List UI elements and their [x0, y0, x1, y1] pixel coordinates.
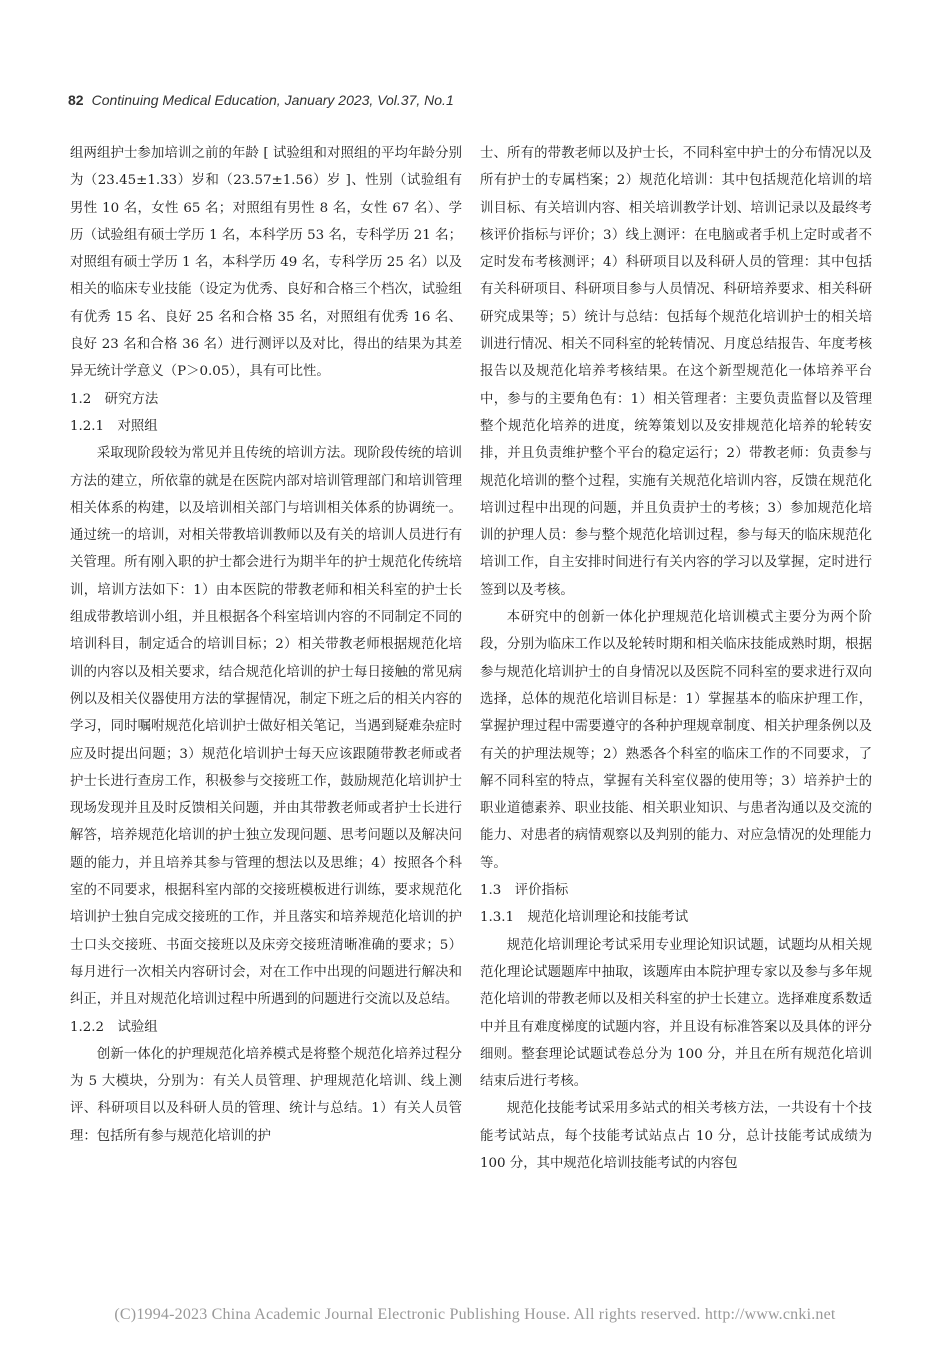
- subsection-heading: 1.3.1 规范化培训理论和技能考试: [480, 910, 689, 926]
- journal-citation: Continuing Medical Education, January 2023, Vol.37, No.1: [91, 92, 454, 108]
- paragraph: 规范化培训理论考试采用专业理论知识试题，试题均从相关规范化理论试题题库中抽取，该题库由本院护理专家以及参与多年规范化培训的带教老师以及相关科室的护士长建立。选择难度系数适中并且有难度梯度的试题内容，并且设有标准答案以及具体的评分细则。整套理论试题试卷总分为 100 分，并且在所有规范化培训结束后进行考核。: [480, 937, 872, 1090]
- subsection-heading: 1.2.2 试验组: [70, 1019, 158, 1035]
- copyright-footer: (C)1994-2023 China Academic Journal Electronic Publishing House. All rights reserved. http://www.cnki.net: [114, 1306, 836, 1323]
- paragraph: 创新一体化的护理规范化培养模式是将整个规范化培养过程分为 5 大模块，分别为：有关人员管理、护理规范化培训、线上测评、科研项目以及科研人员的管理、统计与总结。1）有关人员管理：包括所有参与规范化培训的护: [70, 1046, 462, 1144]
- paragraph: 采取现阶段较为常见并且传统的培训方法。现阶段传统的培训方法的建立，所依靠的就是在医院内部对培训管理部门和培训管理相关体系的构建，以及培训相关部门与培训相关体系的协调统一。通过统一的培训，对相关带教培训教师以及有关的培训人员进行有关管理。所有刚入职的护士都会进行为期半年的护士规范化传统培训，培训方法如下：1）由本医院的带教老师和相关科室的护士长组成带教培训小组，并且根据各个科室培训内容的不同制定不同的培训科目，制定适合的培训目标；2）相关带教老师根据规范化培训的内容以及相关要求，结合规范化培训的护士每日接触的常见病例以及相关仪器使用方法的掌握情况，制定下班之后的相关内容的学习，同时嘱咐规范化培训护士做好相关笔记，当遇到疑难杂症时应及时提出问题；3）规范化培训护士每天应该跟随带教老师或者护士长进行查房工作，积极参与交接班工作，鼓励规范化培训护士现场发现并且及时反馈相关问题，并由其带教老师或者护士长进行解答，培养规范化培训的护士独立发现问题、思考问题以及解决问题的能力，并且培养其参与管理的想法以及思维；4）按照各个科室的不同要求，根据科室内部的交接班模板进行训练，要求规范化培训护士独自完成交接班的工作，并且落实和培养规范化培训的护士口头交接班、书面交接班以及床旁交接班清晰准确的要求；5）每月进行一次相关内容研讨会，对在工作中出现的问题进行解决和纠正，并且对规范化培训过程中所遇到的问题进行交流以及总结。: [70, 446, 462, 1008]
- section-heading: 1.3 评价指标: [480, 883, 569, 899]
- paragraph: 本研究中的创新一体化护理规范化培训模式主要分为两个阶段，分别为临床工作以及轮转时期和相关临床技能成熟时期，根据参与规范化培训护士的自身情况以及医院不同科室的要求进行双向选择，总体的规范化培训目标是：1）掌握基本的临床护理工作，掌握护理过程中需要遵守的各种护理规章制度、相关护理条例以及有关的护理法规等；2）熟悉各个科室的临床工作的不同要求，了解不同科室的特点，掌握有关科室仪器的使用等；3）培养护士的职业道德素养、职业技能、相关职业知识、与患者沟通以及交流的能力、对患者的病情观察以及判别的能力、对应急情况的处理能力等。: [480, 610, 872, 871]
- paragraph: 士、所有的带教老师以及护士长，不同科室中护士的分布情况以及所有护士的专属档案；2）规范化培训：其中包括规范化培训的培训目标、有关培训内容、相关培训教学计划、培训记录以及最终考核评价指标与评价；3）线上测评：在电脑或者手机上定时或者不定时发布考核测评；4）科研项目以及科研人员的管理：其中包括有关科研项目、科研项目参与人员情况、科研培养要求、相关科研研究成果等；5）统计与总结：包括每个规范化培训护士的相关培训进行情况、相关不同科室的轮转情况、月度总结报告、年度考核报告以及规范化培养考核结果。在这个新型规范化一体培养平台中，参与的主要角色有：1）相关管理者：主要负责监督以及管理整个规范化培养的进度，统筹策划以及安排规范化培养的轮转安排，并且负责维护整个平台的稳定运行；2）带教老师：负责参与规范化培训的整个过程，实施有关规范化培训内容，反馈在规范化培训过程中出现的问题，并且负责护士的考核；3）参加规范化培训的护理人员：参与整个规范化培训过程，参与每天的临床规范化培训工作，自主安排时间进行有关内容的学习以及掌握，定时进行签到以及考核。: [480, 146, 872, 598]
- paragraph: 规范化技能考试采用多站式的相关考核方法，一共设有十个技能考试站点，每个技能考试站点占 10 分，总计技能考试成绩为 100 分，其中规范化培训技能考试的内容包: [480, 1101, 872, 1171]
- section-heading: 1.2 研究方法: [70, 391, 159, 407]
- paragraph: 组两组护士参加培训之前的年龄 [ 试验组和对照组的平均年龄分别为（23.45±1.33）岁和（23.57±1.56）岁 ]、性别（试验组有男性 10 名，女性 65 名；对照组有男性 8 名，女性 67 名）、学历（试验组有硕士学历 1 名，本科学历 53 名，专科学历 21 名；对照组有硕士学历 1 名，本科学历 49 名，专科学历 25 名）以及相关的临床专业技能（设定为优秀、良好和合格三个档次，试验组有优秀 15 名、良好 25 名和合格 35 名，对照组有优秀 16 名、良好 23 名和合格 36 名）进行测评以及对比，得出的结果为其差异无统计学意义（P＞0.05），具有可比性。: [70, 146, 462, 380]
- page-number: 82: [68, 92, 84, 108]
- left-column: [70, 140, 462, 1150]
- right-column: [480, 140, 872, 1177]
- running-header: [68, 92, 454, 108]
- subsection-heading: 1.2.1 对照组: [70, 418, 158, 434]
